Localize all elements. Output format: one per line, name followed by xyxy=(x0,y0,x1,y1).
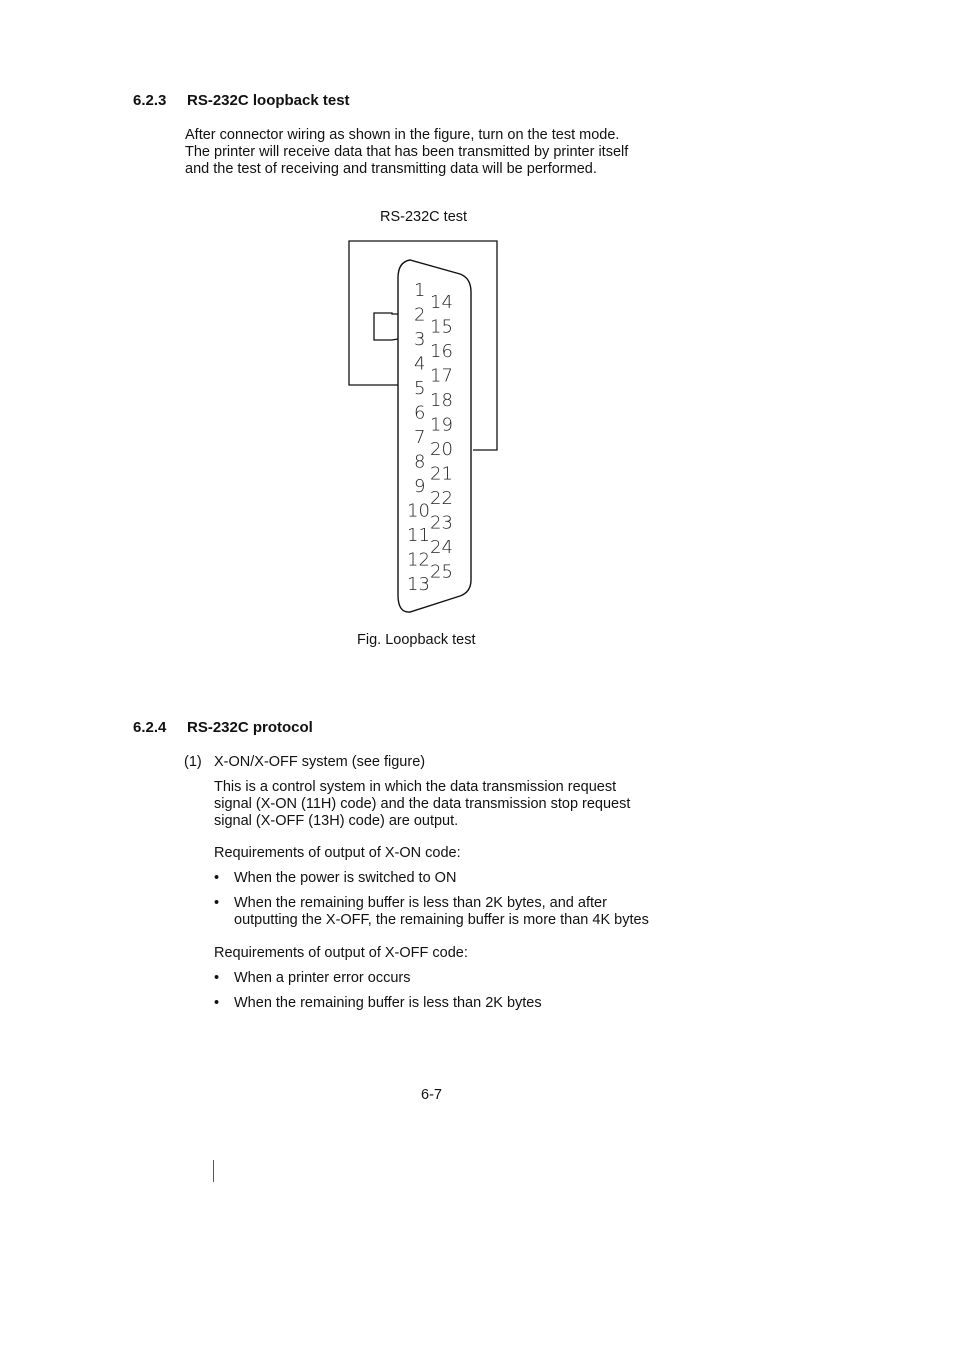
paragraph-line: signal (X-OFF (13H) code) are output. xyxy=(214,813,459,829)
pin-label-1: 1 xyxy=(414,280,426,301)
pin-label-17: 17 xyxy=(430,365,453,387)
figure-title: RS-232C test xyxy=(380,209,468,225)
loopback-wire-2-3 xyxy=(374,313,398,340)
bullet-icon: • xyxy=(214,870,220,886)
bullet-icon: • xyxy=(214,995,220,1011)
section-number-623: 6.2.3 xyxy=(133,92,167,109)
pin-label-4: 4 xyxy=(414,353,426,375)
paragraph-line: This is a control system in which the data transmission request xyxy=(214,779,617,795)
pin-label-18: 18 xyxy=(430,390,453,411)
item-label: (1) xyxy=(184,754,202,770)
bullet-text: When the remaining buffer is less than 2K bytes xyxy=(234,995,542,1011)
bullet-icon: • xyxy=(214,970,220,986)
xoff-bullet xyxy=(214,995,714,1013)
db25-connector-diagram xyxy=(340,230,520,620)
bullet-text: When a printer error occurs xyxy=(234,970,411,986)
pin-label-12: 12 xyxy=(407,549,430,571)
xoff-bullet xyxy=(214,970,714,988)
pin-label-21: 21 xyxy=(430,463,453,485)
pin-label-23: 23 xyxy=(430,512,453,534)
paragraph-line: and the test of receiving and transmitting data will be performed. xyxy=(185,161,597,177)
pin-label-8: 8 xyxy=(414,451,426,473)
pin-label-25: 25 xyxy=(430,561,453,583)
pin-label-11: 11 xyxy=(407,525,430,546)
xon-xoff-paragraph xyxy=(214,779,630,830)
pin-label-20: 20 xyxy=(430,439,453,460)
pin-label-6: 6 xyxy=(414,402,426,424)
pin-label-2: 2 xyxy=(414,304,426,326)
xon-bullet xyxy=(214,870,714,888)
pin-label-24: 24 xyxy=(430,537,453,558)
paragraph-line: After connector wiring as shown in the figure, turn on the test mode. xyxy=(185,127,620,143)
section-number-624: 6.2.4 xyxy=(133,719,167,736)
bullet-text: When the power is switched to ON xyxy=(234,870,457,886)
margin-bar xyxy=(213,1160,214,1182)
page-number: 6-7 xyxy=(421,1087,442,1103)
paragraph-line: signal (X-ON (11H) code) and the data transmission stop request xyxy=(214,796,631,812)
paragraph-line: The printer will receive data that has been transmitted by printer itself xyxy=(185,144,629,160)
figure-caption: Fig. Loopback test xyxy=(357,632,476,648)
pin-label-5: 5 xyxy=(414,378,426,399)
xoff-heading: Requirements of output of X-OFF code: xyxy=(214,945,468,961)
pin-label-13: 13 xyxy=(407,574,430,595)
loopback-paragraph xyxy=(185,127,628,178)
bullet-text: outputting the X-OFF, the remaining buffer is more than 4K bytes xyxy=(234,912,649,928)
bullet-text: When the remaining buffer is less than 2K bytes, and after xyxy=(234,895,607,911)
pin-label-10: 10 xyxy=(407,500,430,522)
pin-label-19: 19 xyxy=(430,414,453,436)
section-title-623: RS-232C loopback test xyxy=(187,92,350,109)
xon-bullet xyxy=(214,895,714,931)
pin-label-22: 22 xyxy=(430,488,453,509)
section-title-624: RS-232C protocol xyxy=(187,719,313,736)
pin-label-3: 3 xyxy=(414,329,426,350)
item-title: X-ON/X-OFF system (see figure) xyxy=(214,754,426,770)
pin-label-7: 7 xyxy=(414,427,426,448)
pin-label-9: 9 xyxy=(414,476,426,497)
pin-label-16: 16 xyxy=(430,341,453,362)
xon-heading: Requirements of output of X-ON code: xyxy=(214,845,461,861)
pin-label-14: 14 xyxy=(430,292,453,313)
pin-label-15: 15 xyxy=(430,316,453,338)
bullet-icon: • xyxy=(214,895,220,911)
